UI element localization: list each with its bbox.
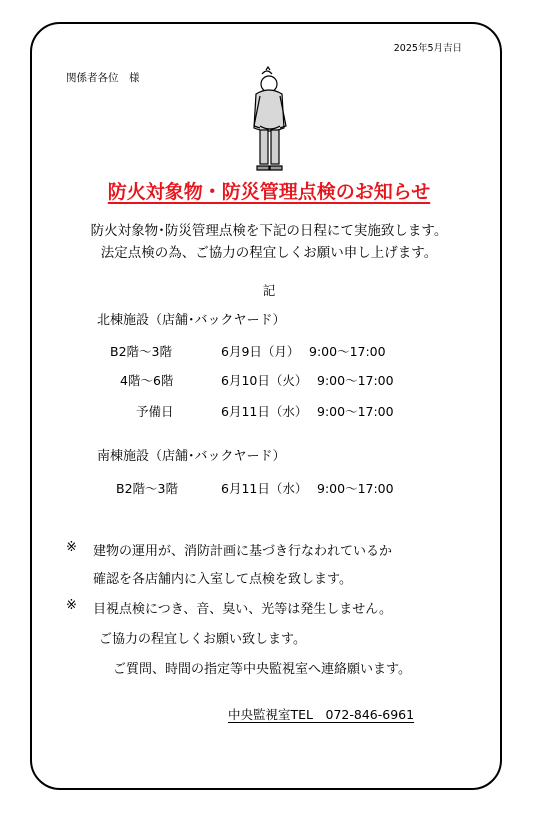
south-row-1-time: 9:00～17:00 [317, 481, 394, 496]
north-facility-heading: 北棟施設（店舗･バックヤード） [97, 313, 286, 328]
south-row-1-floor: B2階～3階 [116, 481, 178, 496]
note-3: ご質問、時間の指定等中央監視室へ連絡願います。 [113, 662, 411, 677]
north-row-2-time: 9:00～17:00 [317, 373, 394, 388]
notice-date: 2025年5月吉日 [393, 43, 462, 54]
south-row-1-date: 6月11日（水） [221, 481, 308, 496]
contact-phone: 中央監視室TEL 072-846-6961 [228, 707, 415, 722]
north-row-3-floor: 予備日 [136, 404, 174, 419]
ki-heading: 記 [262, 283, 276, 298]
addressee: 関係者各位 様 [66, 72, 140, 84]
north-row-2-date: 6月10日（火） [221, 373, 308, 388]
north-row-2-floor: 4階～6階 [120, 373, 174, 388]
intro-line-2: 法定点検の為、ご協力の程宜しくお願い申し上げます。 [100, 245, 438, 261]
intro-line-1: 防火対象物･防災管理点検を下記の日程にて実施致します。 [90, 223, 448, 239]
bowing-person-illustration [240, 66, 300, 174]
note-2-line-2: ご協力の程宜しくお願い致します。 [99, 632, 306, 647]
north-row-1-floor: B2階～3階 [110, 344, 172, 359]
note-1-line-2: 確認を各店舗内に入室して点検を致します。 [93, 572, 352, 587]
note-2-line-1: 目視点検につき、音、臭い、光等は発生しません。 [93, 602, 393, 617]
south-facility-heading: 南棟施設（店舗･バックヤード） [97, 449, 286, 464]
north-row-3-date: 6月11日（水） [221, 404, 308, 419]
note-2-mark: ※ [66, 598, 77, 613]
note-1-line-1: 建物の運用が、消防計画に基づき行なわれているか [93, 544, 393, 559]
notice-title: 防火対象物・防災管理点検のお知らせ [107, 181, 431, 203]
north-row-1-time: 9:00～17:00 [309, 344, 386, 359]
north-row-1-date: 6月9日（月） [221, 344, 300, 359]
north-row-3-time: 9:00～17:00 [317, 404, 394, 419]
note-1-mark: ※ [66, 540, 77, 555]
